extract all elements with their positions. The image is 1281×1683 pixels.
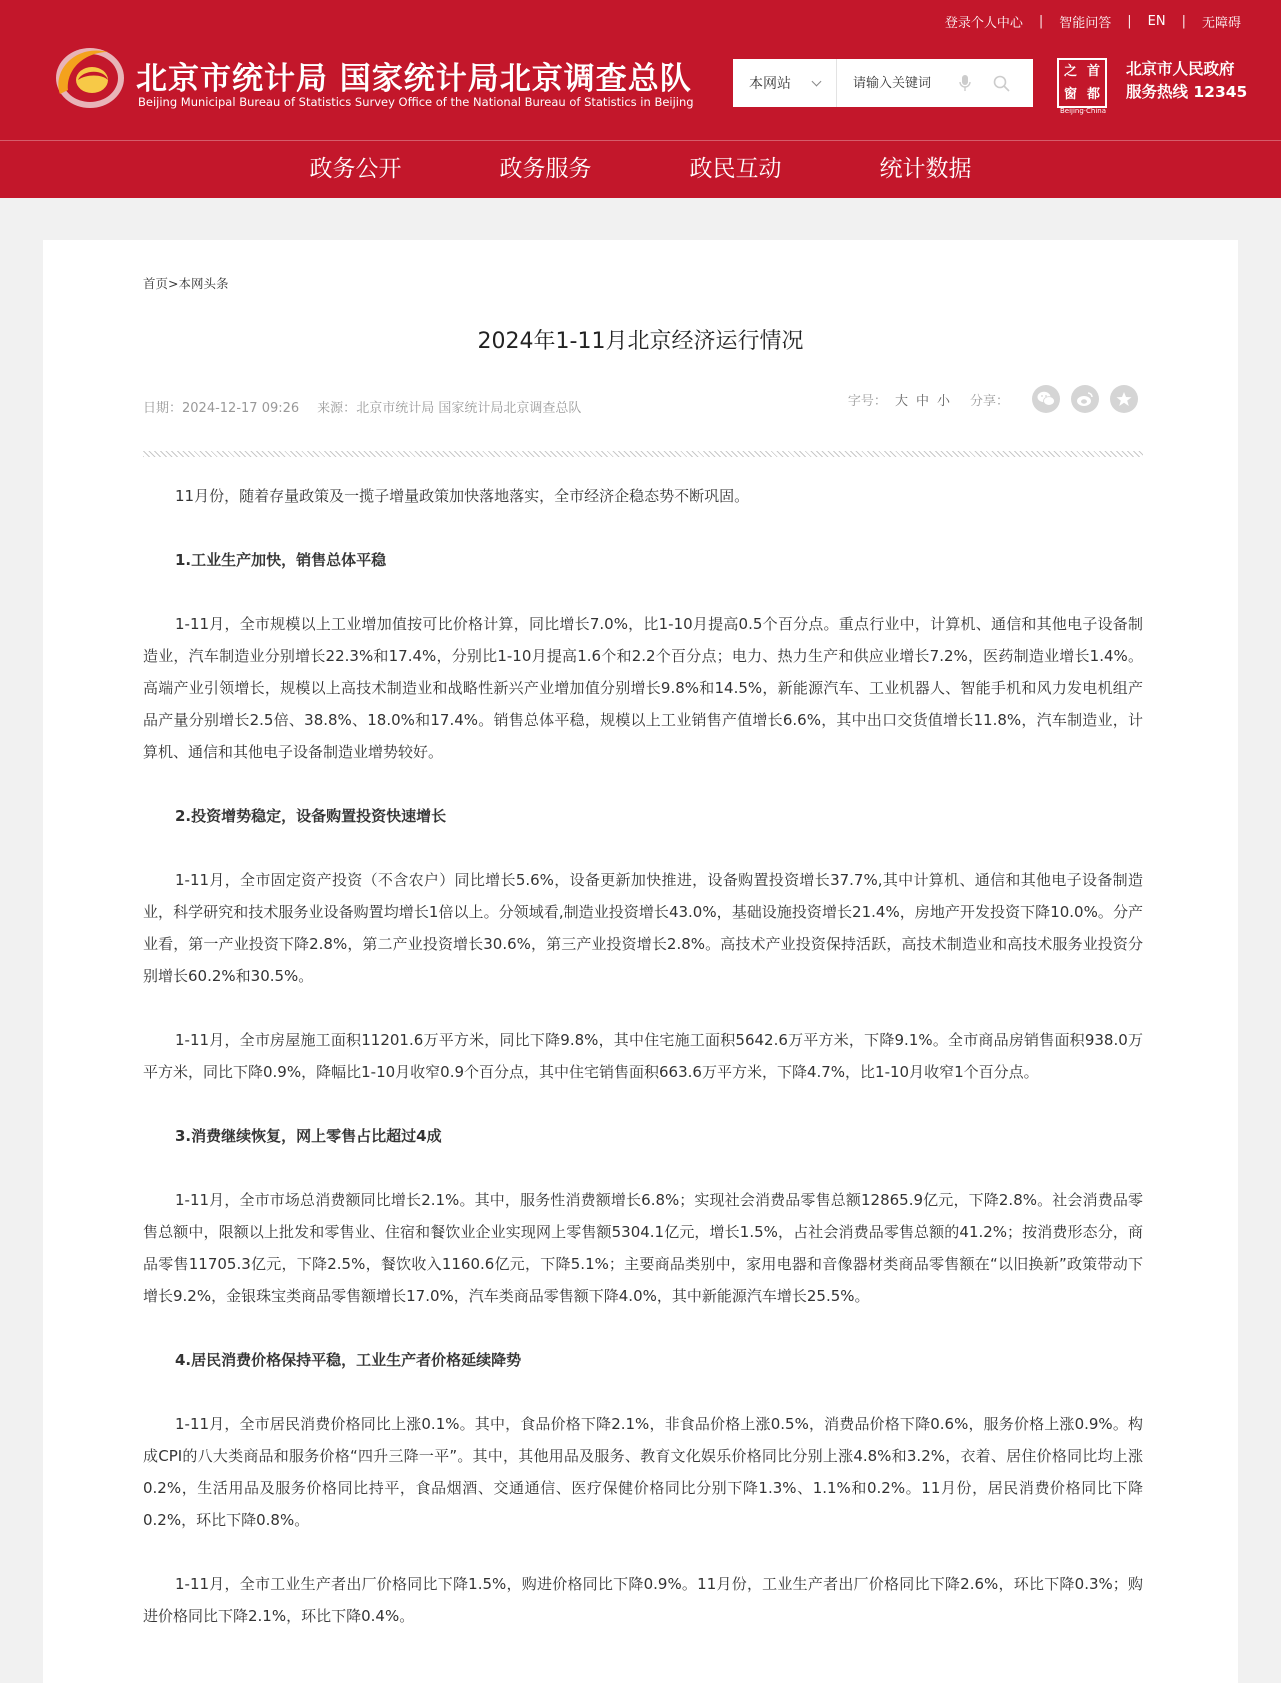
capital-window-seal[interactable]: 之 首 窗 都 [1057, 58, 1107, 108]
article-body [143, 480, 1143, 1664]
wechat-share-icon[interactable] [1032, 385, 1060, 413]
search-icon[interactable] [981, 59, 1021, 107]
nav-interaction[interactable]: 政民互动 [689, 156, 782, 182]
chevron-down-icon [812, 76, 822, 86]
publish-date: 2024-12-17 09:26 [182, 401, 300, 416]
weibo-share-icon[interactable] [1071, 385, 1099, 413]
share-label: 分享： [969, 393, 1009, 409]
breadcrumb-home[interactable]: 首页 [143, 276, 169, 291]
capital-window-caption: Beijing·China [1059, 107, 1107, 115]
search-scope-label: 本网站 [749, 76, 791, 92]
paragraph-intro: 11月份，随着存量政策及一揽子增量政策加快落地落实，全市经济企稳态势不断巩固。 [175, 487, 750, 505]
english-link[interactable]: EN [1147, 13, 1166, 29]
paragraph-industry: 1-11月，全市规模以上工业增加值按可比价格计算，同比增长7.0%，比1-10月提高0.5个百分点。重点行业中，计算机、通信和其他电子设备制造业，汽车制造业分别增长22.3%和17.4%，分别比1-10月提高1.6个和2.2个百分点；电力、热力生产和供应业增长7.2%，医药制造业增长1.4%。高端产业引领增长，规模以上高技术制造业和战略性新兴产业增加值分别增长9.8%和14.5%，新能源汽车、工业机器人、智能手机和风力发电机组产品产量分别增长2.5倍、38.8%、18.0%和17.4%。销售总体平稳，规模以上工业销售产值增长6.6%，其中出口交货值增长11.8%，汽车制造业，计算机、通信和其他电子设备制造业增势较好。 [143, 615, 1143, 761]
accessibility-link[interactable]: 无障碍 [1201, 15, 1241, 31]
page-title: 2024年1-11月北京经济运行情况 [477, 329, 804, 354]
hotline-line2: 服务热线 12345 [1126, 83, 1248, 101]
nav-government-services[interactable]: 政务服务 [499, 156, 592, 182]
breadcrumb [143, 274, 229, 292]
site-title-en: Beijing Municipal Bureau of Statistics Survey Office of the National Bureau of Statistics in Beijing [138, 95, 694, 109]
bureau-logo-icon[interactable] [46, 40, 128, 116]
paragraph-ppi: 1-11月，全市工业生产者出厂价格同比下降1.5%，购进价格同比下降0.9%。11月份，工业生产者出厂价格同比下降2.6%，环比下降0.3%；购进价格同比下降2.1%，环比下降0.4%。 [143, 1575, 1143, 1625]
article-source: 北京市统计局 国家统计局北京调查总队 [356, 401, 582, 416]
microphone-icon[interactable] [949, 59, 981, 107]
hotline[interactable] [1126, 58, 1247, 104]
smart-qa-link[interactable]: 智能问答 [1059, 15, 1112, 31]
top-links: 登录个人中心 | 智能问答 | EN | 无障碍 [944, 13, 1241, 31]
search-scope-select[interactable] [733, 59, 837, 107]
paragraph-consumption: 1-11月，全市市场总消费额同比增长2.1%。其中，服务性消费额增长6.8%；实现社会消费品零售总额12865.9亿元，下降2.8%。社会消费品零售总额中，限额以上批发和零售业、住宿和餐饮业企业实现网上零售额5304.1亿元，增长1.5%，占社会消费品零售总额的41.2%；按消费形态分，商品零售11705.3亿元，下降2.5%，餐饮收入1160.6亿元，下降5.1%；主要商品类别中，家用电器和音像器材类商品零售额在“以旧换新”政策带动下增长9.2%，金银珠宝类商品零售额增长17.0%，汽车类商品零售额下降4.0%，其中新能源汽车增长25.5%。 [143, 1191, 1143, 1305]
article-card [43, 240, 1238, 1683]
nav-statistical-data[interactable]: 统计数据 [879, 156, 972, 182]
title-divider [143, 451, 1143, 457]
login-link[interactable]: 登录个人中心 [944, 15, 1023, 31]
search-box [733, 59, 1033, 107]
search-input[interactable] [837, 59, 949, 107]
main-nav [0, 140, 1281, 198]
font-size-label: 字号： [847, 393, 887, 409]
source-label: 来源： [317, 401, 357, 416]
breadcrumb-separator: > [168, 276, 179, 291]
font-size-large[interactable]: 大 [894, 393, 908, 409]
section-heading-4: 4.居民消费价格保持平稳，工业生产者价格延续降势 [175, 1351, 522, 1369]
section-heading-1: 1.工业生产加快，销售总体平稳 [175, 551, 387, 569]
site-header [0, 0, 1281, 198]
font-size-medium[interactable]: 中 [915, 393, 929, 409]
nav-government-affairs[interactable]: 政务公开 [309, 156, 402, 182]
paragraph-investment: 1-11月，全市固定资产投资（不含农户）同比增长5.6%，设备更新加快推进，设备购置投资增长37.7%,其中计算机、通信和其他电子设备制造业，科学研究和技术服务业设备购置均增长1倍以上。分领域看,制造业投资增长43.0%，基础设施投资增长21.4%，房地产开发投资下降10.0%。分产业看，第一产业投资下降2.8%，第二产业投资增长30.6%，第三产业投资增长2.8%。高技术产业投资保持活跃，高技术制造业和高技术服务业投资分别增长60.2%和30.5%。 [143, 871, 1143, 985]
article-tools [848, 384, 1138, 414]
site-title[interactable]: 北京市统计局 国家统计局北京调查总队 [136, 61, 692, 97]
font-size-small[interactable]: 小 [936, 393, 950, 409]
section-heading-2: 2.投资增势稳定，设备购置投资快速增长 [175, 807, 447, 825]
article-meta [143, 397, 581, 416]
section-heading-3: 3.消费继续恢复，网上零售占比超过4成 [175, 1127, 442, 1145]
date-label: 日期： [143, 401, 183, 416]
favorite-star-icon[interactable] [1110, 385, 1138, 413]
breadcrumb-current[interactable]: 本网头条 [178, 276, 229, 291]
paragraph-cpi: 1-11月，全市居民消费价格同比上涨0.1%。其中，食品价格下降2.1%，非食品价格上涨0.5%，消费品价格下降0.6%，服务价格上涨0.9%。构成CPI的八大类商品和服务价格“四升三降一平”。其中，其他用品及服务、教育文化娱乐价格同比分别上涨4.8%和3.2%，衣着、居住价格同比均上涨0.2%，生活用品及服务价格同比持平，食品烟酒、交通通信、医疗保健价格同比分别下降1.3%、1.1%和0.2%。11月份，居民消费价格同比下降0.2%，环比下降0.8%。 [143, 1415, 1143, 1529]
hotline-line1: 北京市人民政府 [1126, 60, 1235, 78]
paragraph-real-estate: 1-11月，全市房屋施工面积11201.6万平方米，同比下降9.8%，其中住宅施工面积5642.6万平方米，下降9.1%。全市商品房销售面积938.0万平方米，同比下降0.9%，降幅比1-10月收窄0.9个百分点，其中住宅销售面积663.6万平方米，下降4.7%，比1-10月收窄1个百分点。 [143, 1031, 1143, 1081]
